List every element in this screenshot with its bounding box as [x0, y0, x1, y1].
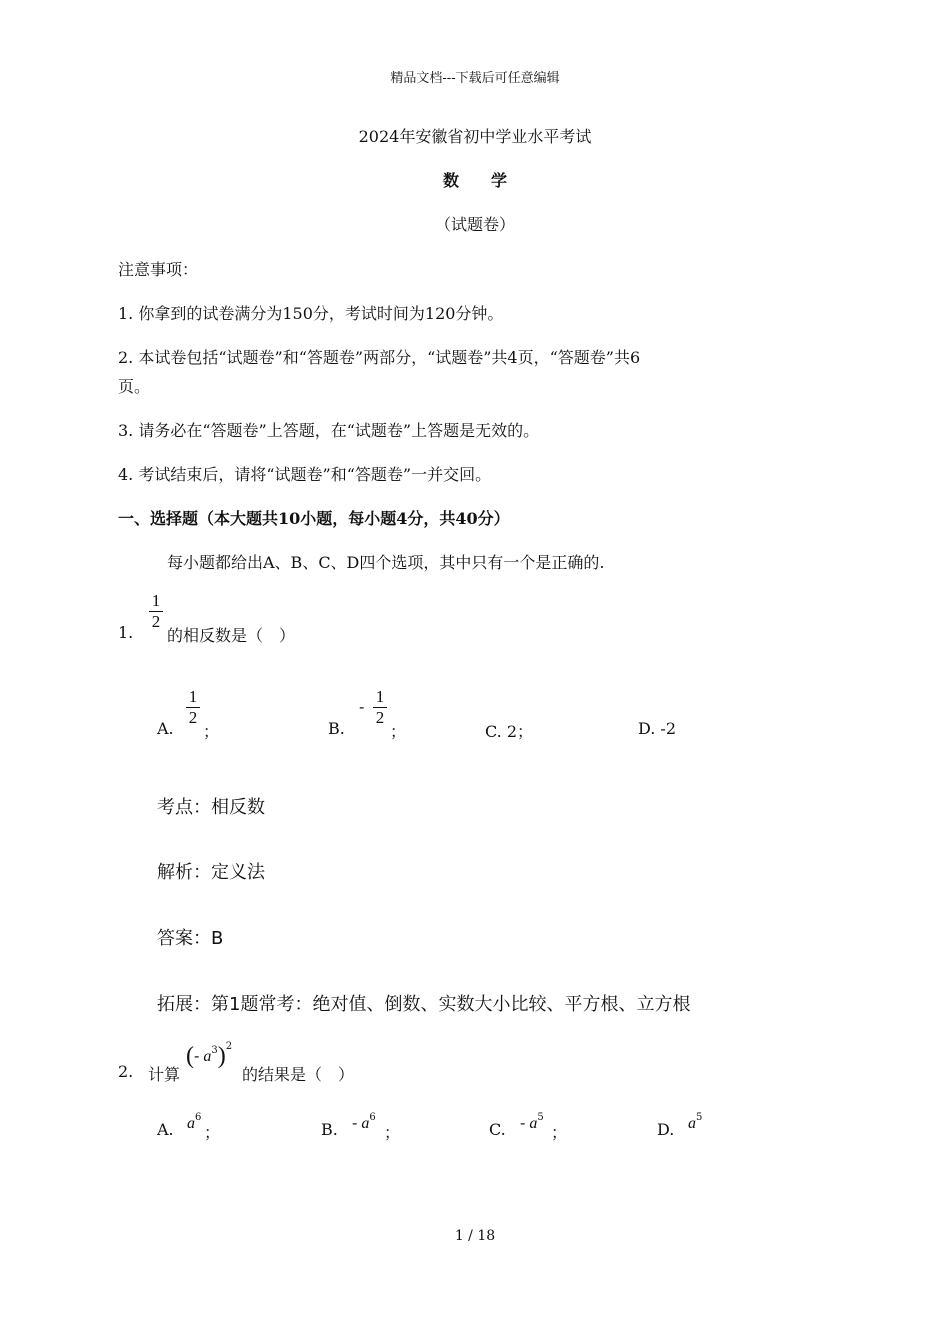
question-prefix: 计算: [148, 1065, 181, 1084]
page-number: 1 / 18: [454, 1228, 496, 1244]
question-stem: 的相反数是（ ）: [167, 626, 296, 645]
option-a-fraction: [186, 688, 200, 727]
option-d-label: D.: [657, 1120, 675, 1139]
option-a-expression: [187, 1112, 201, 1133]
header-note: 精品文档---下载后可任意编辑: [390, 71, 560, 86]
expression-power: [186, 1041, 232, 1070]
notice-item: 1. 你拿到的试卷满分为150分，考试时间为120分钟。: [118, 304, 504, 323]
option-b-label: B.: [321, 1120, 338, 1139]
left-paren: (: [186, 1043, 194, 1069]
variable-a: a: [688, 1115, 696, 1132]
option-suffix: ；: [204, 1123, 221, 1142]
outer-exponent: 2: [225, 1041, 233, 1052]
section-heading: 一、选择题（本大题共10小题，每小题4分，共40分）: [118, 509, 510, 528]
option-d-expression: [688, 1112, 702, 1133]
inner-exponent: 3: [211, 1045, 218, 1056]
right-paren: ): [217, 1043, 226, 1069]
option-suffix: ；: [551, 1123, 568, 1142]
option-b-expression: [352, 1112, 376, 1133]
minus-sign: -: [194, 1046, 200, 1065]
fraction-denominator: 2: [151, 612, 161, 631]
notice-item: 4. 考试结束后，请将“试题卷”和“答题卷”一并交回。: [118, 465, 492, 484]
fraction-one-half: [149, 592, 163, 631]
notice-item: 2. 本试卷包括“试题卷”和“答题卷”两部分，“试题卷”共4页，“答题卷”共6: [118, 348, 641, 367]
variable-a: a: [203, 1048, 212, 1065]
option-suffix: ；: [384, 1123, 401, 1142]
subject-title: 数 学: [442, 171, 507, 190]
notice-heading: 注意事项：: [118, 260, 199, 279]
exponent: 6: [369, 1112, 376, 1123]
option-suffix: ；: [390, 722, 407, 741]
fraction-denominator: 2: [375, 708, 385, 727]
minus-sign: -: [359, 697, 365, 716]
notice-item: 3. 请务必在“答题卷”上答题，在“试题卷”上答题是无效的。: [118, 421, 540, 440]
option-c-expression: [520, 1112, 544, 1133]
option-suffix: ；: [203, 722, 220, 741]
option-c: C. 2；: [485, 722, 534, 741]
section-instruction: 每小题都给出A、B、C、D四个选项，其中只有一个是正确的.: [167, 553, 605, 572]
question-number: 1.: [118, 623, 134, 642]
option-c-label: C.: [489, 1120, 506, 1139]
option-a-label: A.: [157, 719, 174, 738]
minus-sign: -: [352, 1113, 358, 1132]
fraction-numerator: 1: [151, 591, 161, 610]
exam-title: 2024年安徽省初中学业水平考试: [358, 127, 592, 146]
variable-a: a: [361, 1115, 370, 1132]
fraction-numerator: 1: [375, 687, 385, 706]
analysis-answer: 答案：B: [157, 928, 224, 949]
option-a-label: A.: [157, 1120, 174, 1139]
notice-item: 页。: [118, 377, 151, 396]
question-number: 2.: [118, 1062, 134, 1081]
analysis-point: 考点：相反数: [157, 797, 265, 818]
fraction-denominator: 2: [188, 708, 198, 727]
variable-a: a: [187, 1115, 195, 1132]
variable-a: a: [529, 1115, 538, 1132]
analysis-method: 解析：定义法: [157, 862, 265, 883]
minus-sign: -: [520, 1113, 526, 1132]
analysis-extend: 拓展：第1题常考：绝对值、倒数、实数大小比较、平方根、立方根: [157, 994, 691, 1015]
exponent: 6: [195, 1112, 202, 1123]
exponent: 5: [537, 1112, 544, 1123]
option-b-label: B.: [328, 719, 345, 738]
exponent: 5: [696, 1112, 703, 1123]
option-d: D. -2: [638, 719, 677, 738]
fraction-numerator: 1: [188, 687, 198, 706]
paper-type: （试题卷）: [434, 215, 515, 234]
option-b-fraction: [373, 688, 387, 727]
question-stem: 的结果是（ ）: [242, 1065, 355, 1084]
